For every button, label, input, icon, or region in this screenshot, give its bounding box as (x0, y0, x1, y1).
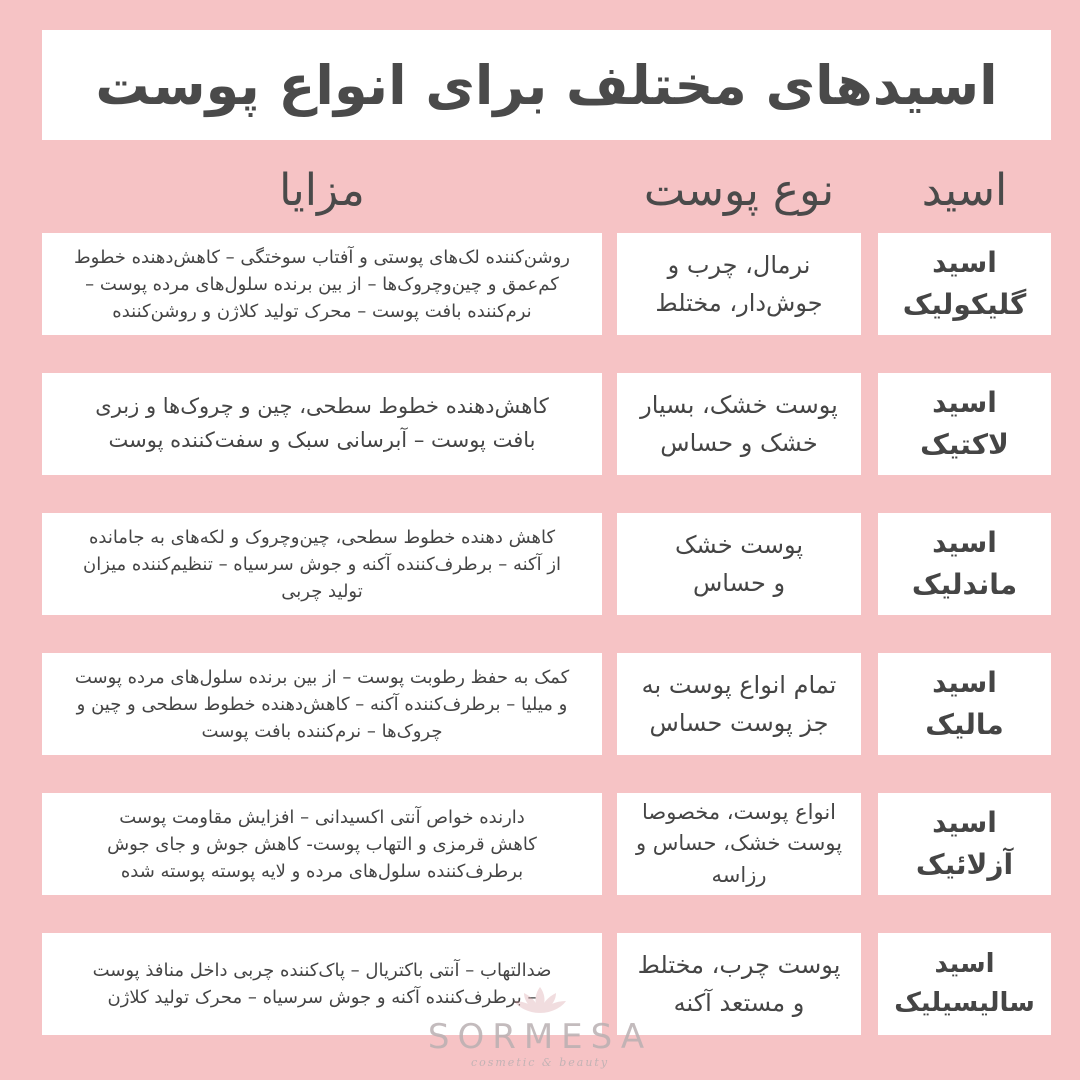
skin-type-line: جز پوست حساس (649, 709, 829, 737)
skin-type-line: انواع پوست، مخصوصا (641, 799, 837, 824)
acid-name-line: آزلائیک (915, 848, 1014, 881)
benefits-line: کاهش‌دهنده خطوط سطحی، چین و چروک‌ها و زبری (95, 394, 549, 419)
header-benefits: مزایا (279, 164, 365, 216)
skin-type-cell (617, 373, 861, 475)
skin-type-cell (617, 233, 861, 335)
table-row (0, 233, 1080, 335)
skin-type-line: و حساس (692, 569, 786, 597)
acid-name-line: ماندلیک (911, 568, 1018, 601)
benefits-cell (42, 653, 602, 755)
acid-name-line: اسید (932, 386, 997, 419)
benefits-line: بافت پوست – آبرسانی سبک و سفت‌کننده پوست (108, 428, 536, 452)
acid-name-cell (878, 933, 1051, 1035)
skin-type-line: و مستعد آکنه (673, 989, 805, 1017)
benefits-cell (42, 793, 602, 895)
benefits-line: دارنده خواص آنتی اکسیدانی – افزایش مقاومت پوست (119, 806, 525, 828)
acid-name-line: لاکتیک (920, 428, 1009, 461)
benefits-cell (42, 233, 602, 335)
acid-name-line: اسید (932, 246, 997, 279)
benefits-line: ضدالتهاب – آنتی باکتریال – پاک‌کننده چربی داخل منافذ پوست (92, 960, 552, 981)
benefits-line: تولید چربی (281, 580, 363, 602)
acid-name-cell (878, 373, 1051, 475)
header-acid: اسید (921, 164, 1008, 216)
brand-name: SORMESA (427, 1017, 653, 1057)
benefits-line: نرم‌کننده بافت پوست – محرک تولید کلاژن و روشن‌کننده (112, 300, 532, 322)
acid-name-line: اسید (932, 526, 997, 559)
benefits-line: کمک به حفظ رطوبت پوست – از بین برنده سلول‌های مرده پوست (74, 666, 570, 688)
benefits-line: چروک‌ها – نرم‌کننده بافت پوست (201, 720, 443, 742)
skin-type-line: خشک و حساس (660, 429, 818, 457)
acid-name-cell (878, 653, 1051, 755)
benefits-cell (42, 513, 602, 615)
acid-name-line: گلیکولیک (902, 288, 1027, 321)
skin-type-cell (617, 513, 861, 615)
benefits-line: – برطرف‌کننده آکنه و جوش سرسیاه – محرک تولید کلاژن (107, 987, 537, 1008)
acid-name-cell (878, 233, 1051, 335)
brand-watermark (330, 1017, 750, 1069)
acid-name-line: سالیسیلیک (894, 988, 1035, 1018)
lotus-icon (510, 985, 570, 1015)
acid-name-line: اسید (934, 949, 995, 979)
table-row (0, 653, 1080, 755)
skin-type-line: پوست خشک (674, 530, 804, 559)
benefits-line: برطرف‌کننده سلول‌های مرده و لایه پوسته پوسته شده (120, 860, 524, 882)
skin-type-line: پوست چرب، مختلط (637, 950, 841, 979)
skin-type-line: پوست خشک، حساس و (635, 831, 843, 856)
skin-type-line: پوست خشک، بسیار (640, 390, 838, 419)
skin-type-line: نرمال، چرب و (667, 250, 811, 279)
header-skin-type: نوع پوست (643, 164, 835, 216)
acid-name-line: اسید (932, 666, 997, 699)
skin-type-line: جوش‌دار، مختلط (655, 289, 823, 317)
table-row (0, 373, 1080, 475)
benefits-line: روشن‌کننده لک‌های پوستی و آفتاب سوختگی – کاهش‌دهنده خطوط (74, 246, 570, 268)
title-banner (42, 30, 1051, 140)
brand-tagline: cosmetic & beauty (470, 1056, 610, 1069)
benefits-line: کاهش قرمزی و التهاب پوست- کاهش جوش و جای جوش (107, 833, 537, 855)
skin-type-line: تمام انواع پوست به (641, 670, 837, 699)
acid-name-cell (878, 513, 1051, 615)
skin-type-cell (617, 793, 861, 895)
benefits-line: از آکنه – برطرف‌کننده آکنه و جوش سرسیاه – تنظیم‌کننده میزان (82, 553, 562, 575)
table-row (0, 793, 1080, 895)
table-row (0, 513, 1080, 615)
benefits-line: و میلیا – برطرف‌کننده آکنه – کاهش‌دهنده خطوط سطحی و چین و (76, 693, 568, 715)
benefits-line: کم‌عمق و چین‌وچروک‌ها – از بین برنده سلول‌های مرده پوست – (85, 273, 559, 295)
benefits-line: کاهش دهنده خطوط سطحی، چین‌وچروک و لکه‌های به جامانده (88, 526, 556, 548)
skin-type-cell (617, 653, 861, 755)
acid-name-line: مالیک (925, 708, 1004, 741)
page-title: اسیدهای مختلف برای انواع پوست (95, 53, 998, 117)
skin-type-line: رزاسه (711, 862, 767, 887)
benefits-cell (42, 373, 602, 475)
acid-name-cell (878, 793, 1051, 895)
acid-name-line: اسید (932, 806, 997, 839)
